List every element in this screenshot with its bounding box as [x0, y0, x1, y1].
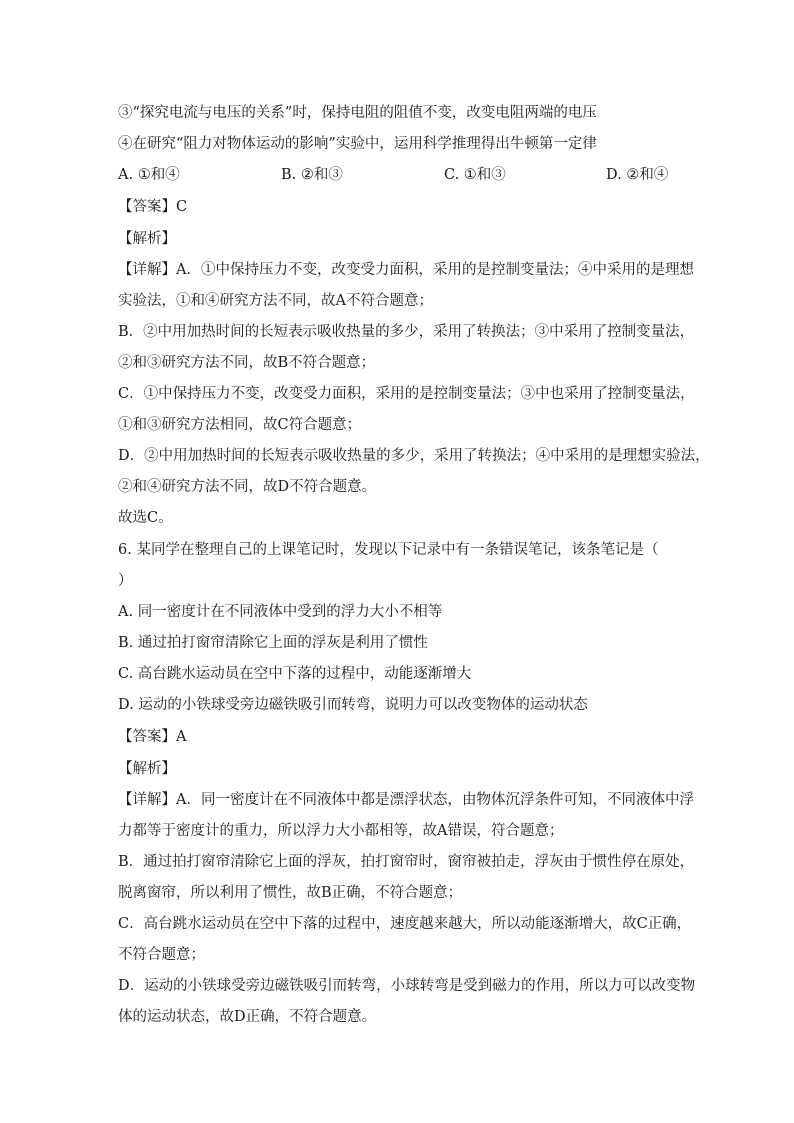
q5-detail-line: D．②中用加热时间的长短表示吸收热量的多少，采用了转换法；④中采用的是理想实验法，	[118, 448, 710, 464]
q6-detail-line: B．通过拍打窗帘清除它上面的浮灰，拍打窗帘时，窗帘被拍走，浮灰由于惯性停在原处，	[118, 854, 695, 870]
q5-conclusion: 故选C。	[118, 510, 173, 526]
q6-detail-line: C．高台跳水运动员在空中下落的过程中，速度越来越大，所以动能逐渐增大，故C正确，	[118, 916, 692, 932]
q5-detail-line: ②和③研究方法不同，故B不符合题意；	[118, 355, 376, 371]
q5-detail-line: ①和③研究方法相同，故C符合题意；	[118, 417, 362, 433]
q6-detail-line: 脱离窗帘，所以利用了惯性，故B正确，不符合题意；	[118, 885, 463, 901]
q5-analysis-label: 【解析】	[118, 231, 176, 247]
q5-option-a: A. ①和④	[118, 167, 180, 183]
q5-detail-line: B．②中用加热时间的长短表示吸收热量的多少，采用了转换法；③中采用了控制变量法，	[118, 324, 695, 340]
q6-option-c: C. 高台跳水运动员在空中下落的过程中，动能逐渐增大	[118, 666, 472, 682]
q5-option-b: B. ②和③	[281, 167, 343, 183]
q6-option-a: A. 同一密度计在不同液体中受到的浮力大小不相等	[118, 604, 443, 620]
q6-option-b: B. 通过拍打窗帘清除它上面的浮灰是利用了惯性	[118, 635, 428, 651]
q6-stem: 6. 某同学在整理自己的上课笔记时，发现以下记录中有一条错误笔记，该条笔记是（	[118, 542, 659, 558]
q5-answer: 【答案】C	[118, 199, 188, 215]
q6-detail-line: 不符合题意；	[118, 947, 205, 963]
q6-detail-line: D．运动的小铁球受旁边磁铁吸引而转弯，小球转弯是受到磁力的作用，所以力可以改变物	[118, 978, 696, 994]
q5-item-4: ④在研究“阻力对物体运动的影响”实验中，运用科学推理得出牛顿第一定律	[118, 136, 597, 152]
q5-option-d: D. ②和④	[606, 167, 669, 183]
q6-detail-line: 【详解】A．同一密度计在不同液体中都是漂浮状态，由物体沉浮条件可知，不同液体中浮	[118, 792, 694, 808]
q6-detail-line: 体的运动状态，故D正确，不符合题意。	[118, 1009, 377, 1025]
q6-option-d: D. 运动的小铁球受旁边磁铁吸引而转弯，说明力可以改变物体的运动状态	[118, 697, 588, 713]
q6-answer: 【答案】A	[118, 729, 187, 745]
q6-analysis-label: 【解析】	[118, 761, 176, 777]
q5-detail-line: ②和④研究方法不同，故D不符合题意。	[118, 479, 377, 495]
q5-detail-line: 【详解】A．①中保持压力不变，改变受力面积，采用的是控制变量法；④中采用的是理想	[118, 262, 694, 278]
q5-detail-line: C．①中保持压力不变，改变受力面积，采用的是控制变量法；③中也采用了控制变量法，	[118, 386, 695, 402]
q6-detail-line: 力都等于密度计的重力，所以浮力大小都相等，故A错误，符合题意；	[118, 823, 564, 839]
q5-detail-line: 实验法，①和④研究方法不同，故A不符合题意；	[118, 293, 433, 309]
q6-stem-continued: ）	[118, 573, 133, 589]
q5-option-c: C. ①和③	[444, 167, 506, 183]
q5-item-3: ③“探究电流与电压的关系”时，保持电阻的阻值不变，改变电阻两端的电压	[118, 105, 597, 121]
